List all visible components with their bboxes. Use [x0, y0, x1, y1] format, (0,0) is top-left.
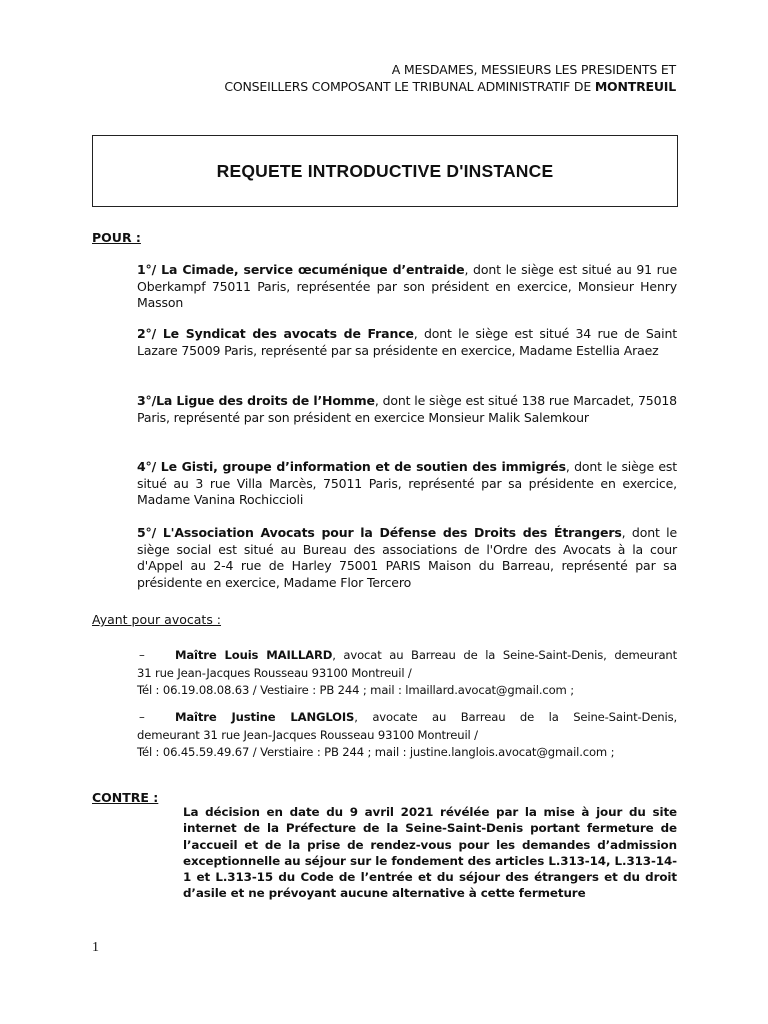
addressee-line-2 [224, 78, 676, 95]
lawyer-2 [137, 709, 677, 762]
lawyer-2-line-1 [137, 709, 677, 727]
lawyer-1-name: Maître Louis MAILLARD [175, 648, 333, 662]
lawyer-1-line-3: Tél : 06.19.08.08.63 / Vestiaire : PB 244 ; mail : lmaillard.avocat@gmail.com ; [137, 683, 574, 697]
pour-label: POUR : [92, 230, 141, 245]
party-4-name: 4°/ Le Gisti, groupe d’information et de soutien des immigrés [137, 459, 566, 474]
contre-label: CONTRE : [92, 790, 159, 805]
avocats-label: Ayant pour avocats : [92, 612, 222, 627]
party-1-text: , dont le siège est situé au 91 rue Oberkampf 75011 Paris, représentée par son président en exercice, Monsieur Henry Masson [137, 262, 677, 311]
lawyer-2-line-1-rest: , avocate au Barreau de la Seine-Saint-Denis, [354, 710, 678, 724]
party-2 [137, 326, 677, 359]
party-2-name: 2°/ Le Syndicat des avocats de France [137, 326, 414, 341]
party-5 [137, 525, 677, 591]
party-5-text: , dont le siège social est situé au Bureau des associations de l'Ordre des Avocats à la cour d'Appel au 2-4 rue de Harley 75001 PARIS Maison du Barreau, représenté par sa présidente en exercice, Madame Flor Tercero [137, 525, 677, 590]
party-4 [137, 459, 677, 509]
party-1 [137, 262, 677, 312]
addressee-block [224, 61, 676, 95]
contre-text: La décision en date du 9 avril 2021 révélée par la mise à jour du site internet de la Préfecture de la Seine-Saint-Denis portant fermeture de l’accueil et de la prise de rendez-vous pour les demandes d’admission exceptionnelle au séjour sur le fondement des articles L.313-14, L.313-14-1 et L.313-15 du Code de l’entrée et du séjour des étrangers et du droit d’asile et ne prévoyant aucune alternative à cette fermeture [183, 805, 677, 901]
lawyer-1 [137, 647, 677, 700]
lawyer-2-line-3: Tél : 06.45.59.49.67 / Verstiaire : PB 244 ; mail : justine.langlois.avocat@gmail.com ; [137, 745, 615, 759]
lawyer-1-line-2: 31 rue Jean-Jacques Rousseau 93100 Montreuil / [137, 665, 412, 680]
party-3-name: 3°/La Ligue des droits de l’Homme [137, 393, 375, 408]
page-number: 1 [92, 940, 99, 955]
party-3 [137, 393, 677, 426]
addressee-city: MONTREUIL [594, 79, 676, 94]
party-4-text: , dont le siège est situé au 3 rue Villa Marcès, 75011 Paris, représenté par sa présidente en exercice, Madame Vanina Rochiccioli [137, 459, 677, 508]
lawyer-1-dash: – [139, 648, 145, 662]
addressee-line-1: A MESDAMES, MESSIEURS LES PRESIDENTS ET [391, 62, 676, 77]
lawyer-2-dash: – [139, 710, 145, 724]
addressee-line-2-prefix: CONSEILLERS COMPOSANT LE TRIBUNAL ADMINISTRATIF DE [224, 79, 595, 94]
party-3-text: , dont le siège est situé 138 rue Marcadet, 75018 Paris, représenté par son président en exercice Monsieur Malik Salemkour [137, 393, 677, 425]
party-1-name: 1°/ La Cimade, service œcuménique d’entraide [137, 262, 465, 277]
party-5-name: 5°/ L'Association Avocats pour la Défense des Droits des Étrangers [137, 525, 622, 540]
document-title: REQUETE INTRODUCTIVE D'INSTANCE [216, 160, 554, 181]
lawyer-2-name: Maître Justine LANGLOIS [175, 710, 355, 724]
title-box [92, 135, 678, 207]
party-2-text: , dont le siège est situé 34 rue de Saint Lazare 75009 Paris, représenté par sa présidente en exercice, Madame Estellia Araez [137, 326, 678, 358]
lawyer-2-line-2: demeurant 31 rue Jean-Jacques Rousseau 93100 Montreuil / [137, 727, 478, 742]
lawyer-1-line-1-rest: , avocat au Barreau de la Seine-Saint-Denis, demeurant [332, 648, 678, 662]
lawyer-1-line-1 [137, 647, 677, 665]
